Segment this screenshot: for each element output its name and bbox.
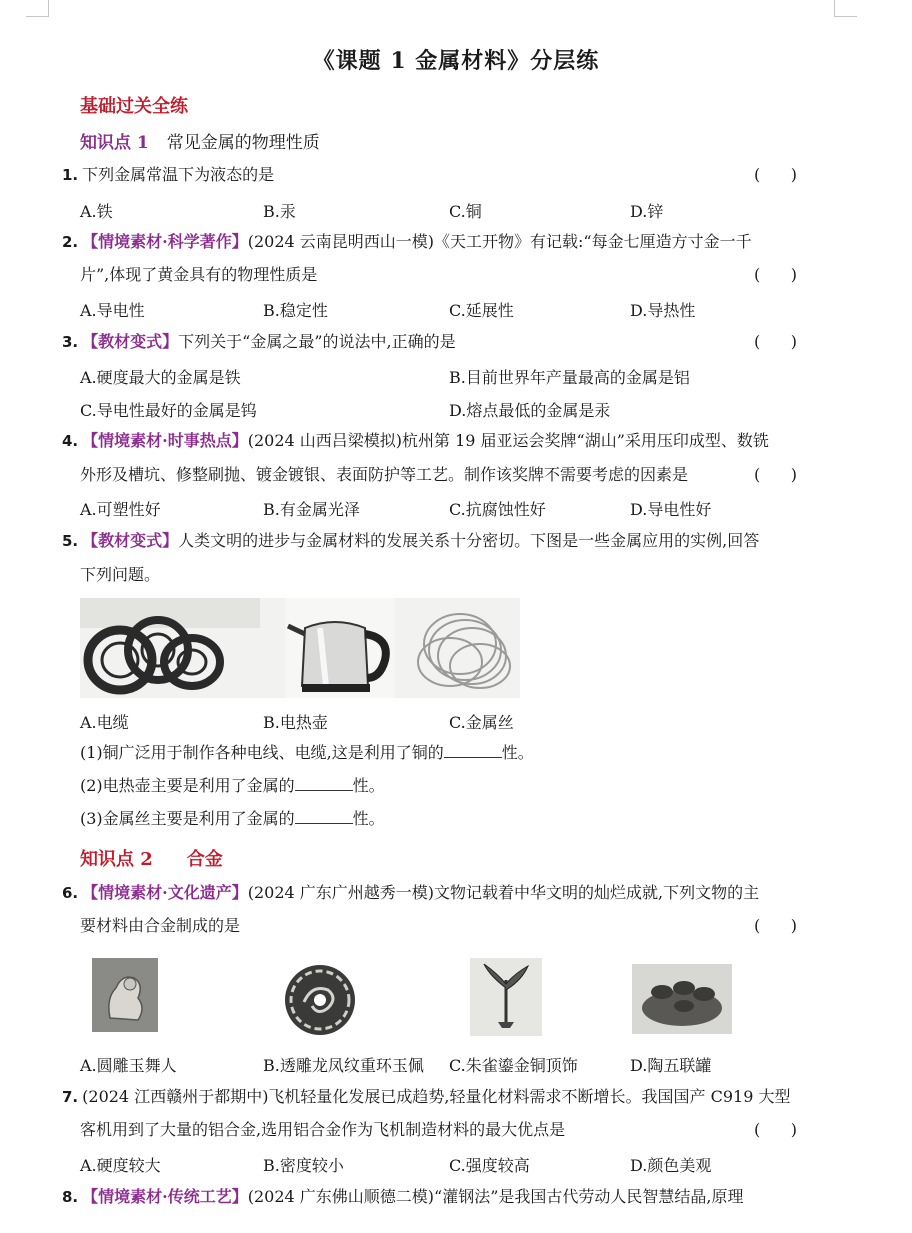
- question-stem: (2024 江西赣州于都期中)飞机轻量化发展已成趋势,轻量化材料需求不断增长。我国国产 C919 大型: [82, 1087, 791, 1106]
- kp-tag: 知识点 2: [80, 849, 153, 870]
- option-c: C.延展性: [449, 301, 514, 320]
- question-stem-cont: 片”,体现了黄金具有的物理性质是: [80, 265, 318, 284]
- option-b: B.密度较小: [263, 1156, 344, 1175]
- question-stem: 下列关于“金属之最”的说法中,正确的是: [178, 332, 456, 351]
- sub-question-text: 性。: [352, 809, 385, 828]
- question-stem-cont: 外形及槽坑、修整刷抛、镀金镀银、表面防护等工艺。制作该奖牌不需要考虑的因素是: [80, 465, 689, 484]
- question-1: [62, 165, 274, 185]
- sub-question-3: [80, 809, 385, 829]
- option-d: D.导热性: [630, 301, 696, 320]
- option-a: A.硬度较大: [80, 1156, 161, 1175]
- question-2: [62, 232, 752, 252]
- option-b: B.透雕龙凤纹重环玉佩: [263, 1056, 424, 1075]
- option-a: A.硬度最大的金属是铁: [80, 368, 241, 387]
- page-corner-mark: [834, 0, 857, 17]
- answer-paren: ( ): [754, 265, 797, 284]
- question-number: 3.: [62, 333, 79, 351]
- option-a: A.铁: [80, 202, 113, 221]
- sub-question-text: 性。: [501, 743, 534, 762]
- option-d: D.导电性好: [630, 500, 712, 519]
- question-number: 8.: [62, 1188, 79, 1206]
- question-tag: 【情境素材·传统工艺】: [82, 1187, 248, 1206]
- question-tag: 【教材变式】: [82, 531, 179, 550]
- option-a: A.导电性: [80, 301, 145, 320]
- question-stem-cont: 客机用到了大量的铝合金,选用铝合金作为飞机制造材料的最大优点是: [80, 1120, 566, 1139]
- answer-paren: ( ): [754, 1120, 797, 1139]
- option-b: B.汞: [263, 202, 296, 221]
- question-tag: 【情境素材·时事热点】: [82, 431, 248, 450]
- kp-label: 合金: [186, 849, 223, 870]
- question-stem: (2024 广东佛山顺德二模)“灌钢法”是我国古代劳动人民智慧结晶,原理: [247, 1187, 744, 1206]
- answer-blank[interactable]: [444, 743, 502, 758]
- kp-label: 常见金属的物理性质: [166, 133, 320, 153]
- question-stem-cont: 下列问题。: [80, 565, 161, 584]
- question-number: 6.: [62, 884, 79, 902]
- section-title: 基础过关全练: [80, 96, 188, 117]
- page-title: 《课题 1 金属材料》分层练: [312, 48, 600, 74]
- question-number: 4.: [62, 432, 79, 450]
- question-stem: 人类文明的进步与金属材料的发展关系十分密切。下图是一些金属应用的实例,回答: [178, 531, 760, 550]
- knowledge-point-1: [80, 128, 320, 153]
- option-b: B.目前世界年产量最高的金属是铝: [449, 368, 690, 387]
- question-7: [62, 1087, 790, 1107]
- option-c: C.强度较高: [449, 1156, 530, 1175]
- question-tag: 【情境素材·科学著作】: [82, 232, 248, 251]
- question-stem: (2024 山西吕梁模拟)杭州第 19 届亚运会奖牌“湖山”采用压印成型、数铣: [247, 431, 769, 450]
- page-corner-mark: [26, 0, 49, 17]
- question-number: 1.: [62, 166, 79, 184]
- option-c: C.铜: [449, 202, 482, 221]
- question-number: 5.: [62, 532, 79, 550]
- sub-question-text: 性。: [352, 776, 385, 795]
- answer-paren: ( ): [754, 165, 797, 184]
- option-c: C.金属丝: [449, 713, 514, 732]
- answer-blank[interactable]: [295, 776, 353, 791]
- option-a: A.电缆: [80, 713, 129, 732]
- sub-question-text: (3)金属丝主要是利用了金属的: [80, 809, 295, 828]
- option-a: A.可塑性好: [80, 500, 161, 519]
- question-8: [62, 1187, 743, 1207]
- sub-question-text: (2)电热壶主要是利用了金属的: [80, 776, 295, 795]
- option-b: B.有金属光泽: [263, 500, 360, 519]
- question-number: 7.: [62, 1088, 79, 1106]
- question-5: [62, 531, 759, 551]
- answer-paren: ( ): [754, 916, 797, 935]
- sub-question-1: [80, 743, 534, 763]
- option-b: B.电热壶: [263, 713, 328, 732]
- answer-paren: ( ): [754, 465, 797, 484]
- question-stem: 下列金属常温下为液态的是: [82, 165, 275, 184]
- cable-photo: [80, 598, 520, 698]
- kp-tag: 知识点 1: [80, 133, 149, 153]
- option-d: D.颜色美观: [630, 1156, 712, 1175]
- answer-blank[interactable]: [295, 809, 353, 824]
- question-stem-cont: 要材料由合金制成的是: [80, 916, 241, 935]
- option-a: A.圆雕玉舞人: [80, 1056, 177, 1075]
- option-c: C.抗腐蚀性好: [449, 500, 546, 519]
- option-d: D.陶五联罐: [630, 1056, 712, 1075]
- question-tag: 【教材变式】: [82, 332, 179, 351]
- option-b: B.稳定性: [263, 301, 328, 320]
- question-number: 2.: [62, 233, 79, 251]
- jade-dancer-photo: [92, 958, 158, 1032]
- question-stem: (2024 云南昆明西山一模)《天工开物》有记载:“每金七厘造方寸金一千: [247, 232, 752, 251]
- question-3: [62, 332, 456, 352]
- question-stem: (2024 广东广州越秀一模)文物记载着中华文明的灿烂成就,下列文物的主: [247, 883, 760, 902]
- question-6: [62, 883, 759, 903]
- question-4: [62, 431, 769, 451]
- option-c: C.朱雀鎏金铜顶饰: [449, 1056, 578, 1075]
- option-c: C.导电性最好的金属是钨: [80, 401, 257, 420]
- option-d: D.锌: [630, 202, 664, 221]
- answer-paren: ( ): [754, 332, 797, 351]
- sub-question-text: (1)铜广泛用于制作各种电线、电缆,这是利用了铜的: [80, 743, 444, 762]
- question-tag: 【情境素材·文化遗产】: [82, 883, 248, 902]
- knowledge-point-2: [80, 845, 223, 871]
- sub-question-2: [80, 776, 385, 796]
- option-d: D.熔点最低的金属是汞: [449, 401, 611, 420]
- jade-pendant-photo: [282, 962, 358, 1038]
- pottery-jar-photo: [632, 964, 732, 1034]
- bronze-ornament-photo: [470, 958, 542, 1036]
